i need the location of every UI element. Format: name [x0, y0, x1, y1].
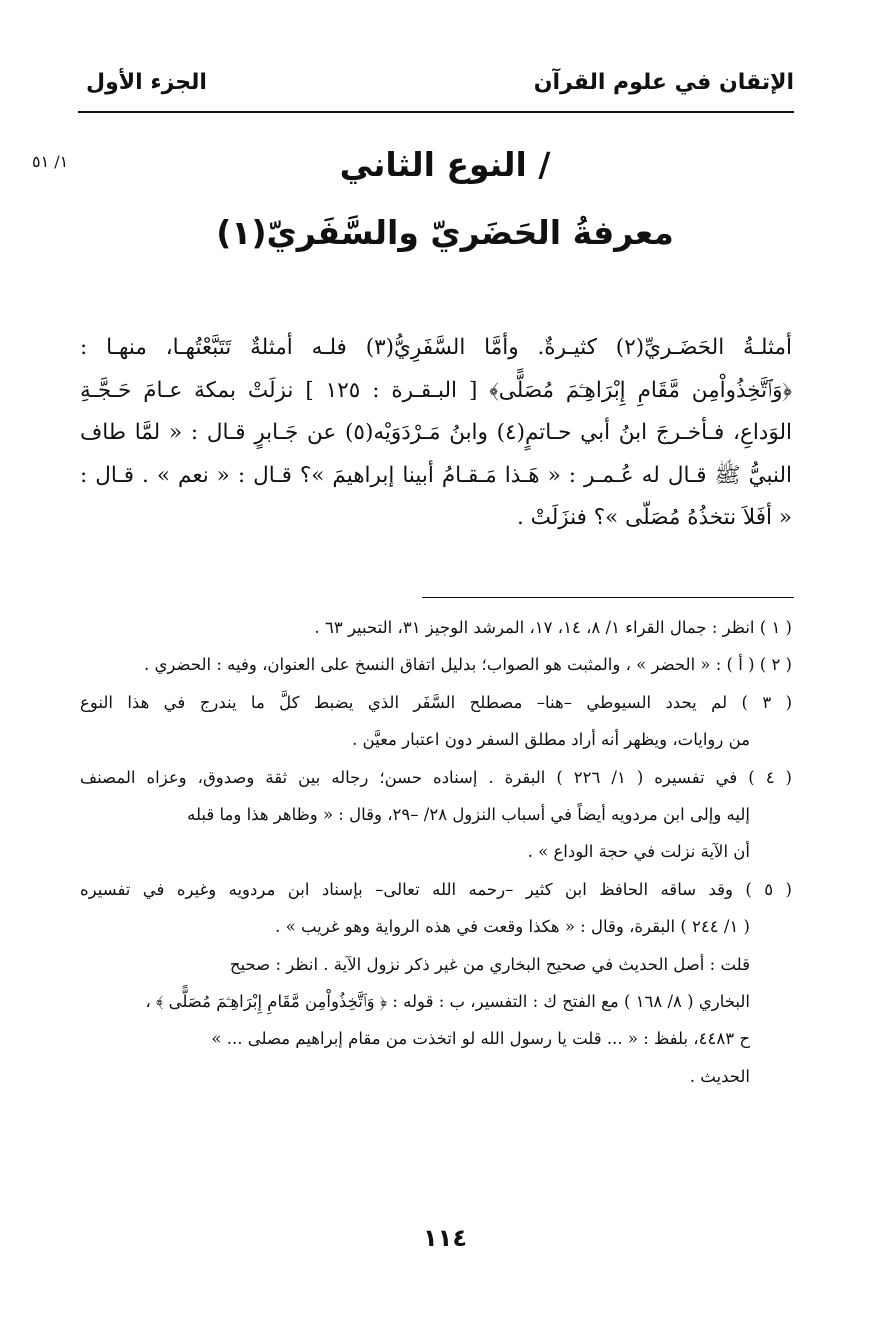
- main-text-line: الوَداعِ، فـأخـرجَ ابنُ أبي حـاتمٍ(٤) وابنُ مَـرْدَوَيْه(٥) عن جَـابرٍ قـال : « لمَّا طاف: [80, 420, 792, 445]
- footnote-5-continuation: الحديث .: [689, 1066, 750, 1086]
- header-divider: [78, 111, 794, 113]
- marginal-page-reference: ١/ ٥١: [32, 152, 69, 171]
- main-text-line: ﴿وَٱتَّخِذُواْمِن مَّقَامِ إِبْرَاهِـۧمَ مُصَلًّى﴾ [ البـقـرة : ١٢٥ ] نزلَتْ بمكة عـامَ حَـجَّـةِ: [80, 377, 792, 403]
- footnote-4-continuation: أن الآية نزلت في حجة الوداع » .: [527, 842, 750, 862]
- footnotes: [80, 609, 792, 1095]
- footnote-1: ( ١ ) انظر : جمال القراء ١/ ٨، ١٤، ١٧، المرشد الوجيز ٣١، التحبير ٦٣ .: [314, 618, 792, 637]
- footnote-5-continuation: ( ١/ ٢٤٤ ) البقرة، وقال : « هكذا وقعت في هذه الرواية وهو غريب » .: [275, 917, 750, 937]
- running-header-book-title: الإتقان في علوم القرآن: [533, 70, 794, 95]
- main-text: [80, 327, 792, 540]
- footnote-3: ( ٣ ) لم يحدد السيوطي –هنا– مصطلح السَّفَر الذي يضبط كلَّ ما يندرج في هذا النوع: [80, 692, 793, 712]
- footnote-4: ( ٤ ) في تفسيره ( ١/ ٢٢٦ ) البقرة . إسناده حسن؛ رجاله بين ثقة وصدوق، وعزاه المصنف: [80, 767, 792, 787]
- main-text-line: النبيُّ ﷺ قـال له عُـمـر : « هَـذا مَـقـامُ أبينا إبراهيمَ »؟ قـال : « نعم » . قـال :: [80, 462, 792, 488]
- footnote-divider: [422, 597, 794, 598]
- page-number: ١١٤: [423, 1224, 467, 1252]
- footnote-2: ( ٢ ) ( أ ) : « الحضر » ، والمثبت هو الصواب؛ بدليل اتفاق النسخ على العنوان، وفيه : الحضري .: [144, 655, 792, 675]
- footnote-5-continuation: ح ٤٤٨٣، بلفظ : « ... قلت يا رسول الله لو اتخذت من مقام إبراهيم مصلى ... »: [211, 1029, 750, 1049]
- footnote-5: ( ٥ ) وقد ساقه الحافظ ابن كثير –رحمه الله تعالى– بإسناد ابن مردويه وغيره في تفسيره: [80, 879, 792, 899]
- footnote-3-continuation: من روايات، ويظهر أنه أراد مطلق السفر دون اعتبار معيَّن .: [352, 730, 750, 750]
- main-text-line: أمثلـةُ الحَضَـريِّ(٢) كثيـرةٌ. وأمَّا السَّفَرِيُّ(٣) فلـه أمثلةٌ تَتَبَّعْتُهـا، منهـا :: [80, 335, 792, 360]
- footnote-5-continuation: قلت : أصل الحديث في صحيح البخاري من غير ذكر نزول الآية . انظر : صحيح: [229, 954, 750, 974]
- running-header-volume: الجزء الأول: [86, 70, 207, 95]
- footnote-5-continuation: البخاري ( ٨/ ١٦٨ ) مع الفتح ك : التفسير، ب : قوله : ﴿ وَٱتَّخِذُواْمِن مَّقَامِ إِبْرَاهِـۧمَ مُصَلًّى ﴾ ،: [145, 992, 750, 1012]
- main-text-line: « أفَلاَ نتخذُهُ مُصَلّى »؟ فنزَلَتْ .: [516, 505, 792, 530]
- chapter-title: / النوع الثاني: [339, 145, 551, 184]
- footnote-4-continuation: إليه وإلى ابن مردويه أيضاً في أسباب النزول ٢٨/ –٢٩، وقال : « وظاهر هذا وما قبله: [187, 805, 750, 825]
- chapter-subtitle: معرفةُ الحَضَريّ والسَّفَريّ(١): [216, 213, 674, 252]
